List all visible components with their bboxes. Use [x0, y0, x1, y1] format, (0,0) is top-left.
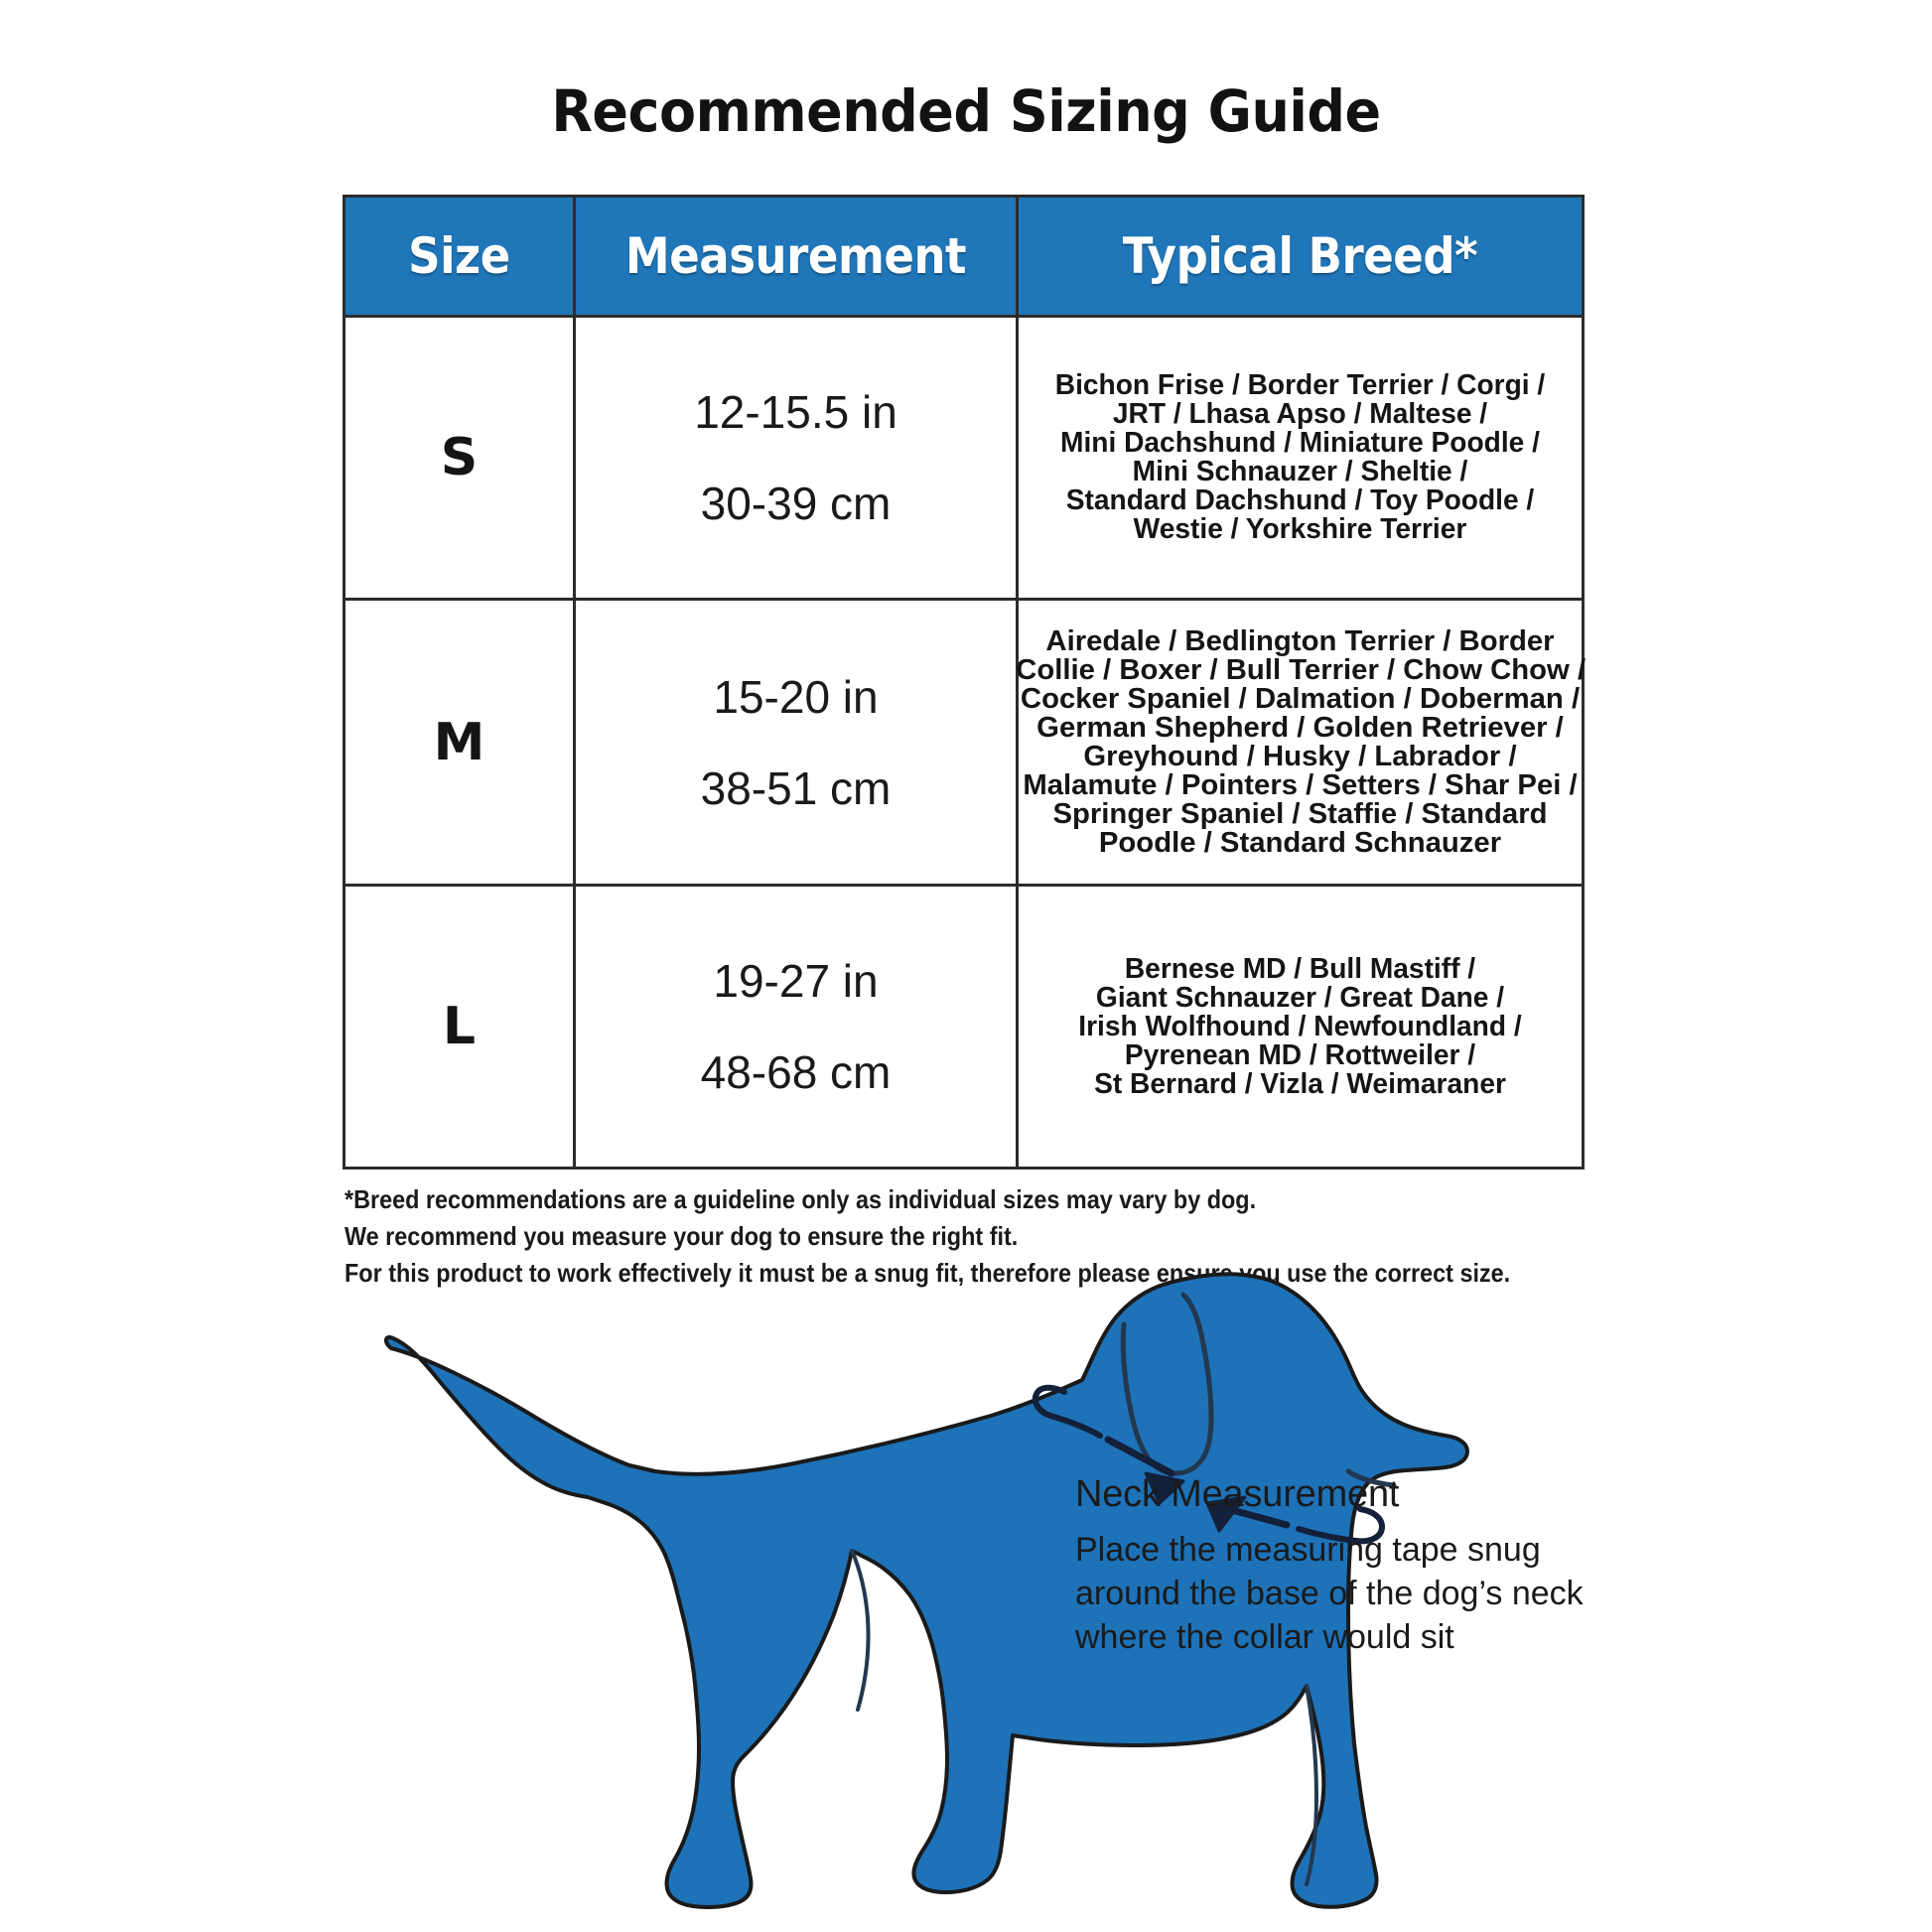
- table-row: [345, 317, 1584, 600]
- size-value-l: L: [345, 886, 575, 1169]
- sizing-table-container: [343, 195, 1587, 1170]
- measurement-cm-m: 38-51 cm: [700, 761, 892, 814]
- size-value-s: S: [345, 317, 575, 600]
- sizing-table: [343, 195, 1585, 1170]
- breed-line: Airedale / Bedlington Terrier / Border: [1045, 624, 1555, 657]
- breed-line: Westie / Yorkshire Terrier: [1133, 513, 1467, 545]
- breed-list-s: [1018, 317, 1584, 600]
- breed-line: Pyrenean MD / Rottweiler /: [1124, 1038, 1476, 1071]
- breed-line: Standard Dachshund / Toy Poodle /: [1065, 484, 1535, 516]
- column-header-measurement-label: Measurement: [624, 227, 967, 285]
- footnote-line: For this product to work effectively it must be a snug fit, therefore please ensure you use the correct size.: [345, 1257, 1511, 1288]
- breed-line: JRT / Lhasa Apso / Maltese /: [1112, 398, 1488, 430]
- measurement-cm-s: 30-39 cm: [700, 478, 892, 529]
- size-value-m: M: [345, 600, 575, 886]
- table-header-row: [345, 197, 1584, 317]
- breed-line: German Shepherd / Golden Retriever /: [1036, 711, 1564, 744]
- breed-line: Greyhound / Husky / Labrador /: [1083, 740, 1517, 772]
- measurement-value-s: [575, 317, 1018, 600]
- breed-line: Cocker Spaniel / Dalmation / Doberman /: [1020, 682, 1581, 715]
- breed-line: Mini Dachshund / Miniature Poodle /: [1060, 427, 1540, 459]
- breed-line: Irish Wolfhound / Newfoundland /: [1078, 1010, 1522, 1042]
- neck-measurement-line: where the collar would sit: [1075, 1618, 1454, 1657]
- breed-line: Bichon Frise / Border Terrier / Corgi /: [1054, 369, 1546, 401]
- footnote-line: We recommend you measure your dog to ensure the right fit.: [345, 1220, 1019, 1251]
- neck-measurement-caption: [1075, 1473, 1591, 1660]
- measurement-value-l: [575, 886, 1018, 1169]
- measurement-value-m: [575, 600, 1018, 886]
- measurement-inches-l: 19-27 in: [713, 955, 879, 1007]
- breed-line: Mini Schnauzer / Sheltie /: [1132, 456, 1468, 487]
- neck-measurement-line: Place the measuring tape snug: [1075, 1531, 1541, 1569]
- breed-line: Collie / Boxer / Bull Terrier / Chow Chow /: [1016, 653, 1587, 686]
- page-title: Recommended Sizing Guide: [551, 77, 1381, 145]
- breed-line: Poodle / Standard Schnauzer: [1098, 826, 1502, 859]
- footnote-line: *Breed recommendations are a guideline only as individual sizes may vary by dog.: [345, 1184, 1257, 1214]
- table-row: [345, 886, 1584, 1169]
- neck-measurement-heading: Neck Measurement: [1075, 1473, 1400, 1515]
- measurement-inches-m: 15-20 in: [713, 670, 879, 723]
- breed-line: St Bernard / Vizla / Weimaraner: [1094, 1067, 1506, 1100]
- neck-measurement-line: around the base of the dog’s neck: [1075, 1575, 1584, 1613]
- column-header-breed-label: Typical Breed*: [1122, 227, 1478, 285]
- breed-line: Springer Spaniel / Staffie / Standard: [1052, 797, 1548, 830]
- column-header-measurement: [575, 197, 1018, 317]
- breed-line: Malamute / Pointers / Setters / Shar Pei /: [1023, 768, 1578, 801]
- breed-list-m: [1016, 600, 1587, 886]
- measurement-inches-s: 12-15.5 in: [694, 386, 897, 438]
- column-header-size: [345, 197, 575, 317]
- breed-line: Bernese MD / Bull Mastiff /: [1124, 952, 1476, 985]
- breed-line: Giant Schnauzer / Great Dane /: [1095, 981, 1505, 1014]
- dog-hind-leg-line: [852, 1551, 869, 1710]
- breed-list-l: [1018, 886, 1584, 1169]
- column-header-size-label: Size: [408, 227, 510, 285]
- table-row: [345, 600, 1584, 886]
- column-header-breed: [1018, 197, 1584, 317]
- measurement-cm-l: 48-68 cm: [700, 1046, 892, 1098]
